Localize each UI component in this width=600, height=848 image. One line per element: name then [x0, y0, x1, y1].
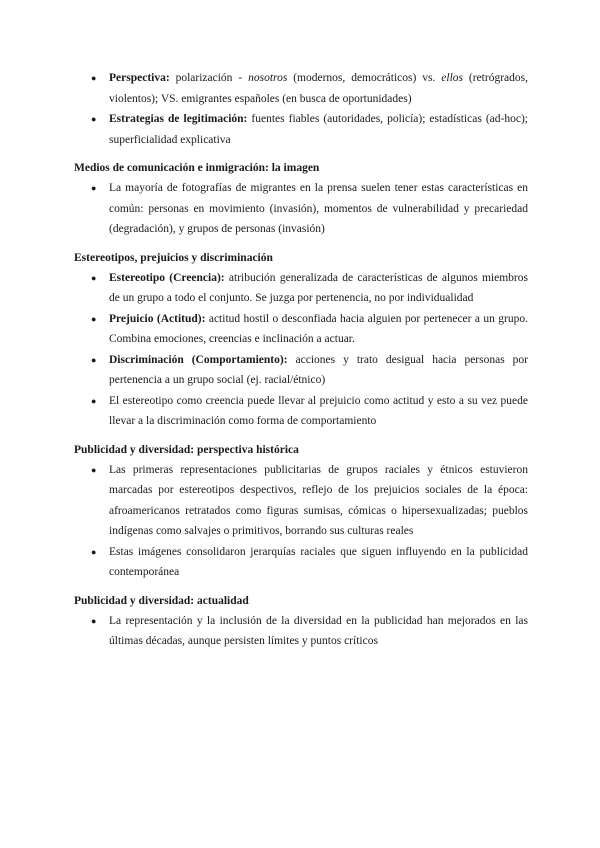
- list-item-estrategias: [74, 109, 528, 150]
- bullet-icon: ●: [91, 114, 97, 124]
- list-item: [74, 460, 528, 542]
- bullet-icon: ●: [91, 313, 97, 324]
- intro-bullet-list: [74, 68, 528, 150]
- item-text: Las primeras representaciones publicitarias de grupos raciales y étnicos estuvieron marcadas por estereotipos despectivos, reflejo de los prejuicios sociales de la época: afroamericanos retratados como figuras sumisas, cómicas o hipersexualizadas; pueblos indígenas como salvajes o primitivos, borrando sus culturas reales: [109, 463, 528, 537]
- section-heading-estereotipos: Estereotipos, prejuicios y discriminación: [74, 251, 273, 264]
- item-text: La representación y la inclusión de la diversidad en la publicidad han mejorados en las últimas décadas, aunque persisten límites y puntos críticos: [109, 614, 528, 647]
- item-text: actitud hostil o desconfiada hacia alguien por pertenecer a un grupo. Combina emociones, creencias e inclinación a actuar.: [109, 312, 528, 345]
- list-item-perspectiva: [74, 68, 528, 109]
- bullet-icon: ●: [91, 183, 97, 193]
- term-label: Discriminación (Comportamiento):: [109, 353, 288, 366]
- section-heading-imagen: Medios de comunicación e inmigración: la imagen: [74, 162, 320, 174]
- list-item: [74, 391, 528, 432]
- list-item: [74, 542, 528, 583]
- item-text: fuentes fiables (autoridades, policía); estadísticas (ad-hoc); superficialidad explicativa: [109, 113, 528, 146]
- item-text: El estereotipo como creencia puede llevar al prejuicio como actitud y esto a su vez puede llevar a la discriminación como forma de comportamiento: [109, 394, 528, 427]
- item-text: atribución generalizada de características de algunos miembros de un grupo a todo el conjunto. Se juzga por pertenencia, no por individualidad: [109, 271, 528, 304]
- item-text: (retrógrados, violentos); VS. emigrantes españoles (en busca de oportunidades): [109, 72, 528, 105]
- bullet-icon: ●: [91, 546, 97, 557]
- section-list-imagen: [74, 178, 528, 240]
- bullet-icon: ●: [91, 354, 97, 365]
- item-text: acciones y trato desigual hacia personas por pertenencia a un grupo social (ej. racial/étnico): [109, 353, 528, 386]
- term-label: Prejuicio (Actitud):: [109, 312, 206, 325]
- list-item: [74, 178, 528, 240]
- section-list-historica: [74, 460, 528, 583]
- section-heading-historica: Publicidad y diversidad: perspectiva histórica: [74, 443, 299, 456]
- item-text: Estas imágenes consolidaron jerarquías raciales que siguen influyendo en la publicidad contemporánea: [109, 545, 528, 578]
- list-item-estereotipo: [74, 268, 528, 309]
- document-body: [74, 68, 528, 652]
- bullet-icon: ●: [91, 73, 97, 83]
- section-list-actualidad: [74, 611, 528, 652]
- section-heading-actualidad: Publicidad y diversidad: actualidad: [74, 594, 249, 607]
- item-text: La mayoría de fotografías de migrantes en la prensa suelen tener estas características en común: personas en movimiento (invasión), momentos de vulnerabilidad y precariedad (degradación), y grupos de personas (invasión): [109, 182, 528, 235]
- term-label: Estrategias de legitimación:: [109, 113, 248, 125]
- list-item-prejuicio: [74, 309, 528, 350]
- emphasis-text: nosotros: [248, 72, 288, 84]
- item-text: (modernos, democráticos) vs.: [287, 72, 442, 84]
- bullet-icon: ●: [91, 464, 97, 475]
- bullet-icon: ●: [91, 272, 97, 283]
- bullet-icon: ●: [91, 395, 97, 406]
- term-label: Perspectiva:: [109, 72, 170, 84]
- section-list-estereotipos: [74, 268, 528, 432]
- term-label: Estereotipo (Creencia):: [109, 271, 225, 284]
- bullet-icon: ●: [91, 615, 97, 626]
- emphasis-text: ellos: [441, 72, 463, 84]
- item-text: polarización -: [169, 72, 249, 84]
- list-item-discriminacion: [74, 350, 528, 391]
- list-item: [74, 611, 528, 652]
